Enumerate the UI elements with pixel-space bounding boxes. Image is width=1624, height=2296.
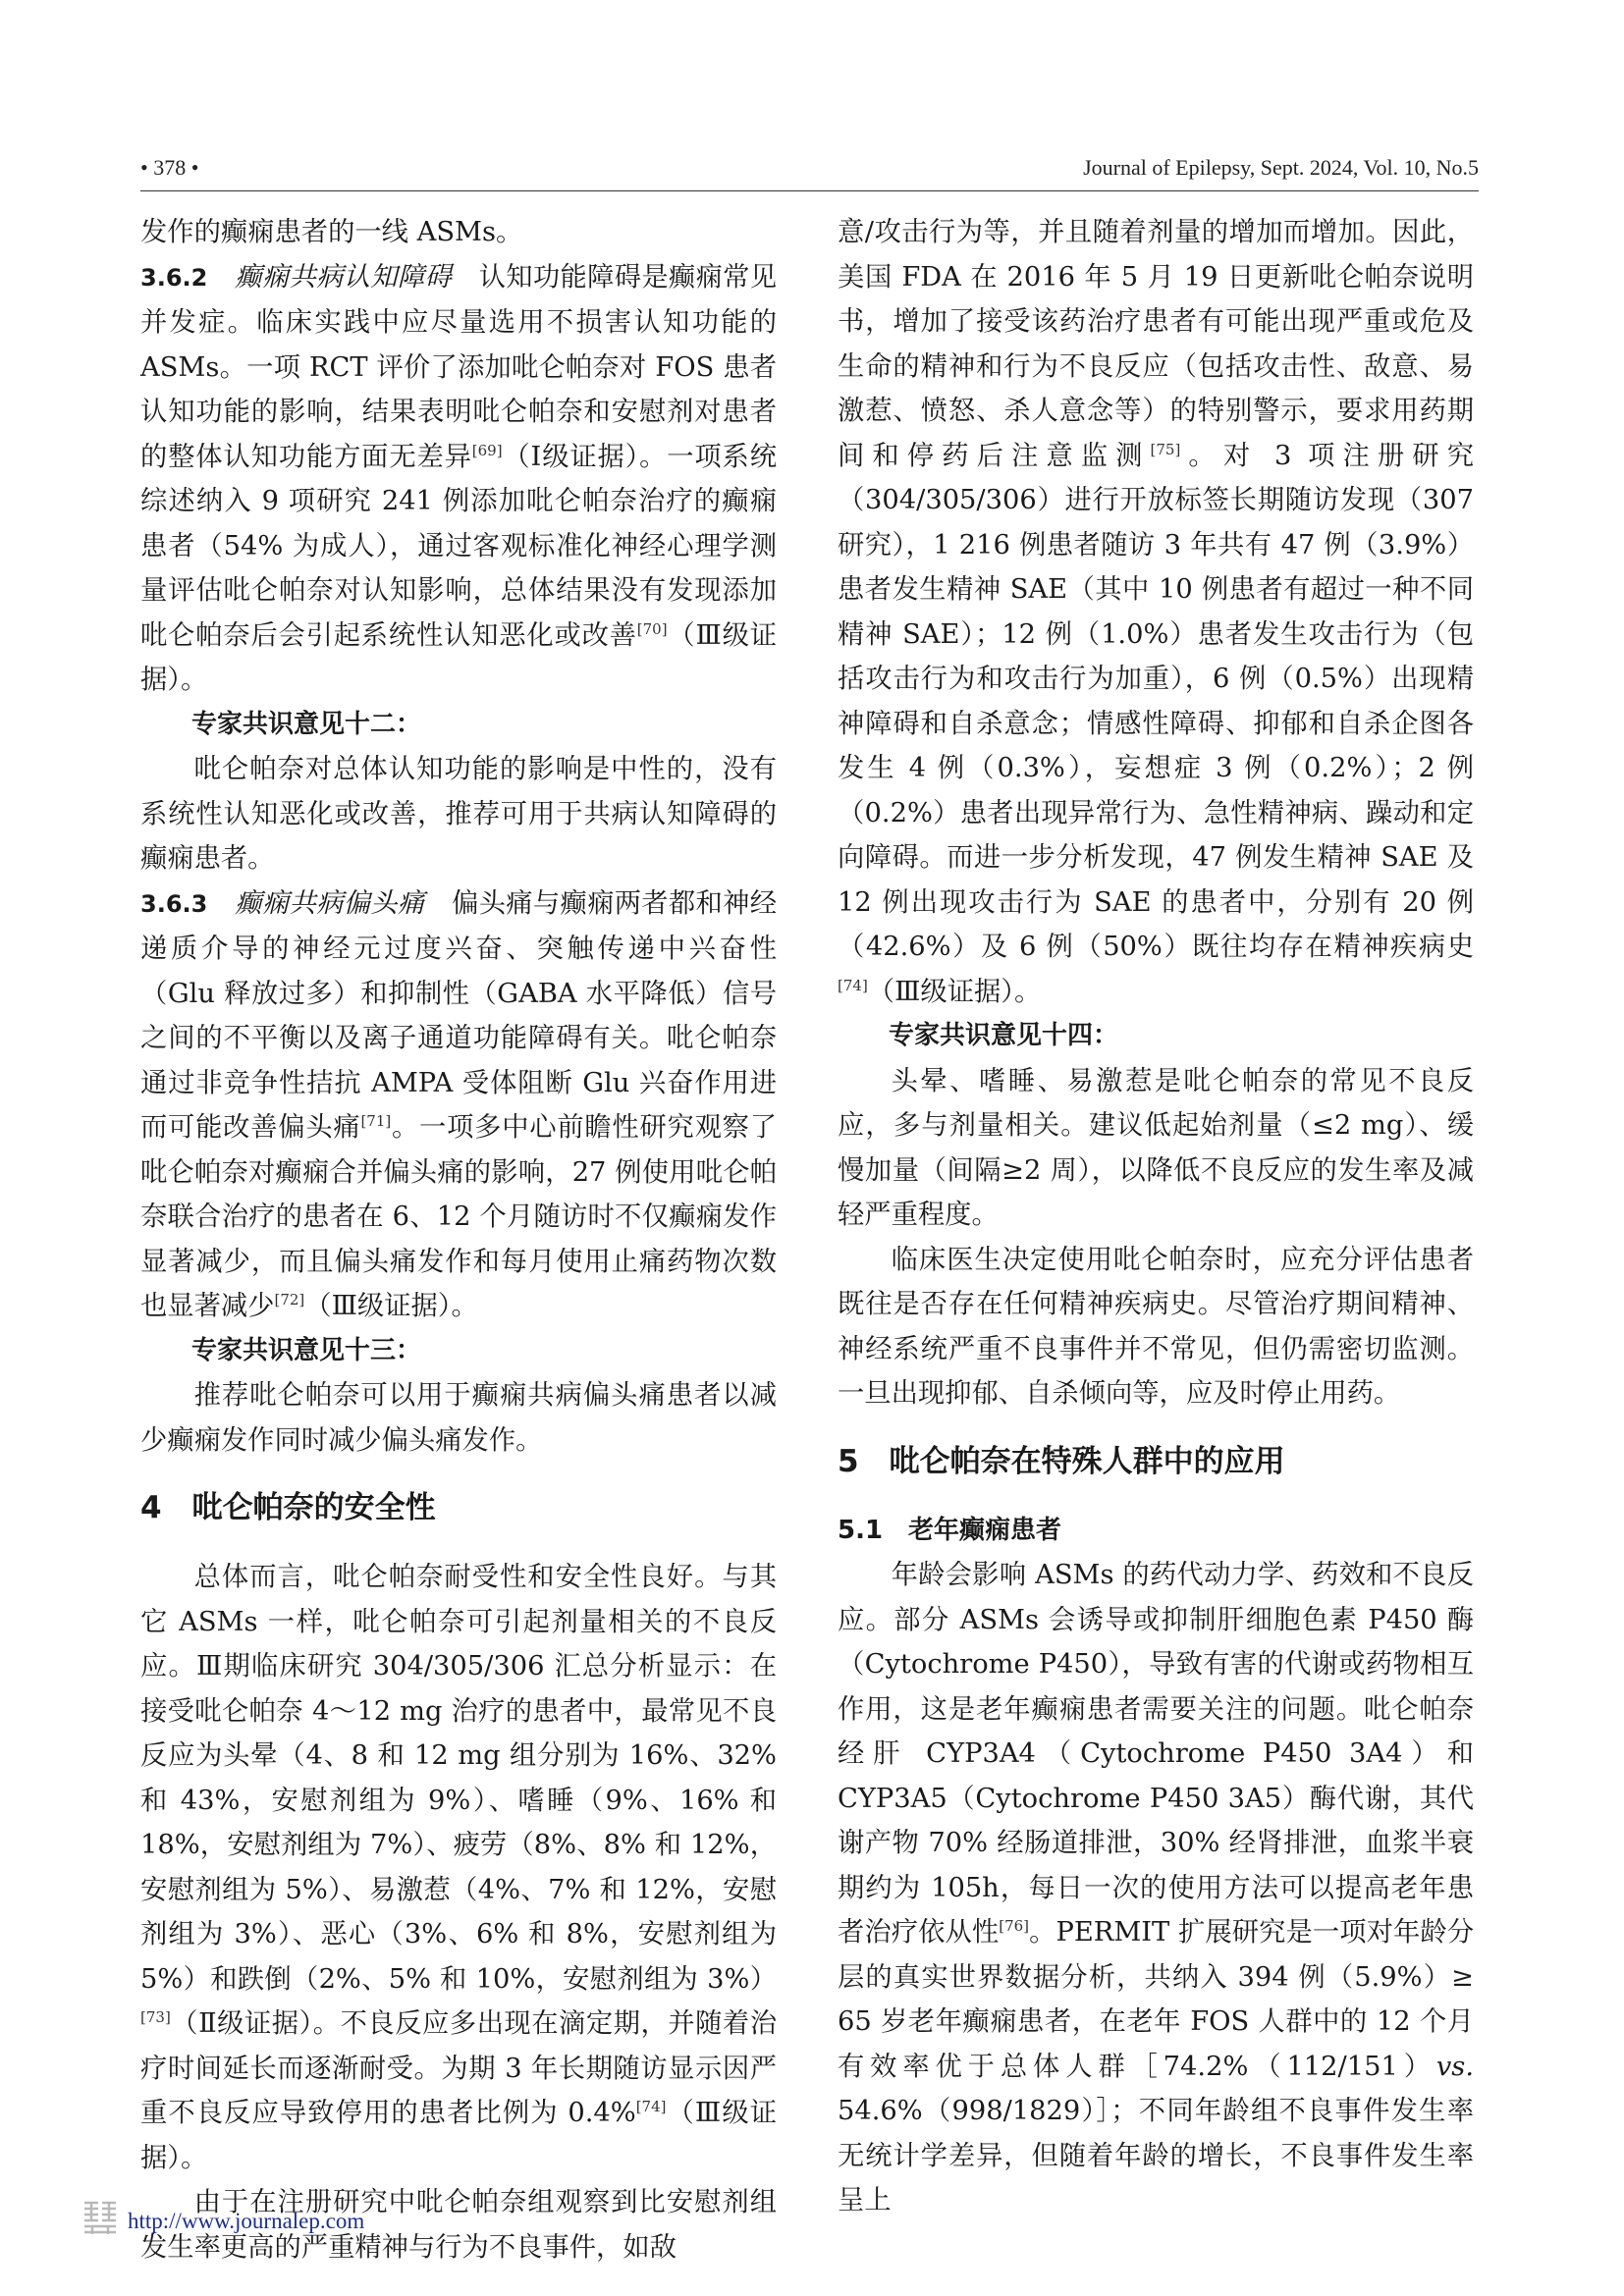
paragraph: 年龄会影响 ASMs 的药代动力学、药效和不良反应。部分 ASMs 会诱导或抑制肝细胞色素 P450 酶（Cytochrome P450），导致有害的代谢或药物相互作用，这是老年癫痫患者需要关注的问题。吡仑帕奈经肝 CYP3A4（Cytochrome P450 3A4）和 CYP3A5（Cytochrome P450 3A5）酶代谢，其代谢产物 70% 经肠道排泄，30% 经肾排泄，血浆半衰期约为 105h，每日一次的使用方法可以提高老年患者治疗依从性[76]。PERMIT 扩展研究是一项对年龄分层的真实世界数据分析，共纳入 394 例（5.9%）≥ 65 岁老年癫痫患者，在老年 FOS 人群中的 12 个月有效率优于总体人群［74.2%（112/151）vs. 54.6%（998/1829）］；不同年龄组不良事件发生率无统计学差异，但随着年龄的增长，不良事件发生率呈上 — [838, 1560, 1475, 2216]
vs-abbrev: vs. — [1435, 2051, 1474, 2082]
section-5-1-heading: 5.1 老年癫痫患者 — [838, 1515, 1062, 1545]
citation-ref: [73] — [140, 2007, 171, 2026]
citation-ref: [75] — [1150, 440, 1181, 458]
citation-ref: [70] — [636, 619, 668, 638]
expert-opinion-text: 头晕、嗜睡、易激惹是吡仑帕奈的常见不良反应，多与剂量相关。建议低起始剂量（≤2 mg）、缓慢加量（间隔≥2 周），以降低不良反应的发生率及减轻严重程度。 — [838, 1065, 1474, 1230]
section-title: 癫痫共病认知障碍 — [235, 261, 453, 293]
citation-ref: [69] — [471, 441, 503, 459]
expert-opinion-title: 专家共识意见十四： — [889, 1021, 1119, 1050]
section-4-heading: 4 吡仑帕奈的安全性 — [140, 1490, 436, 1525]
section-5-heading: 5 吡仑帕奈在特殊人群中的应用 — [838, 1443, 1285, 1479]
expert-opinion-text: 吡仑帕奈对总体认知功能的影响是中性的，没有系统性认知恶化或改善，推荐可用于共病认知障碍的癫痫患者。 — [140, 754, 777, 874]
section-3-6-2: 3.6.2 癫痫共病认知障碍 认知功能障碍是癫痫常见并发症。临床实践中应尽量选用不损害认知功能的 ASMs。一项 RCT 评价了添加吡仑帕奈对 FOS 患者认知功能的影响，结果表明吡仑帕奈和安慰剂对患者的整体认知功能方面无差异[69]（Ⅰ级证据）。一项系统综述纳入 9 项研究 241 例添加吡仑帕奈治疗的癫痫患者（54% 为成人），通过客观标准化神经心理学测量评估吡仑帕奈对认知影响，总体结果没有发现添加吡仑帕奈后会引起系统性认知恶化或改善[70]（Ⅲ级证据）。 — [140, 261, 778, 695]
section-number: 3.6.3 — [140, 889, 208, 918]
citation-ref: [76] — [999, 1916, 1030, 1935]
section-3-6-3: 3.6.3 癫痫共病偏头痛 偏头痛与癫痫两者都和神经递质介导的神经元过度兴奋、突触传递中兴奋性（Glu 释放过多）和抑制性（GABA 水平降低）信号之间的不平衡以及离子通道功能障碍有关。吡仑帕奈通过非竞争性拮抗 AMPA 受体阻断 Glu 兴奋作用进而可能改善偏头痛[71]。一项多中心前瞻性研究观察了吡仑帕奈对癫痫合并偏头痛的影响，27 例使用吡仑帕奈联合治疗的患者在 6、12 个月随访时不仅癫痫发作显著减少，而且偏头痛发作和每月使用止痛药物次数也显著减少[72]（Ⅲ级证据）。 — [140, 887, 778, 1321]
page-number: • 378 • — [140, 155, 199, 180]
page-header — [140, 155, 1479, 190]
right-column — [838, 210, 1474, 2223]
citation-ref: [72] — [274, 1290, 305, 1308]
journal-citation: Journal of Epilepsy, Sept. 2024, Vol. 10, No.5 — [1083, 155, 1479, 180]
paragraph: 总体而言，吡仑帕奈耐受性和安全性良好。与其它 ASMs 一样，吡仑帕奈可引起剂量相关的不良反应。Ⅲ期临床研究 304/305/306 汇总分析显示：在接受吡仑帕奈 4～12 mg 治疗的患者中，最常见不良反应为头晕（4、8 和 12 mg 组分别为 16%、32% 和 43%，安慰剂组为 9%）、嗜睡（9%、16% 和 18%，安慰剂组为 7%）、疲劳（8%、8% 和 12%，安慰剂组为 5%）、易激惹（4%、7% 和 12%，安慰剂组为 3%）、恶心（3%、6% 和 8%，安慰剂组为 5%）和跌倒（2%、5% 和 10%，安慰剂组为 3%）[73]（Ⅱ级证据）。不良反应多出现在滴定期，并随着治疗时间延长而逐渐耐受。为期 3 年长期随访显示因严重不良反应导致停用的患者比例为 0.4%[74]（Ⅲ级证据）。 — [140, 1562, 777, 2173]
section-title: 癫痫共病偏头痛 — [235, 887, 425, 919]
expert-opinion-title: 专家共识意见十二： — [191, 709, 422, 739]
section-number: 3.6.2 — [140, 263, 208, 292]
journal-logo-icon — [79, 2195, 122, 2238]
paragraph: 发作的癫痫患者的一线 ASMs。 — [140, 217, 523, 247]
citation-ref: [74] — [635, 2097, 667, 2115]
paragraph: 临床医生决定使用吡仑帕奈时，应充分评估患者既往是否存在任何精神疾病史。尽管治疗期间精神、神经系统严重不良事件并不常见，但仍需密切监测。一旦出现抑郁、自杀倾向等，应及时停止用药。 — [838, 1244, 1474, 1409]
expert-opinion-text: 推荐吡仑帕奈可以用于癫痫共病偏头痛患者以减少癫痫发作同时减少偏头痛发作。 — [140, 1380, 777, 1456]
citation-ref: [71] — [360, 1111, 392, 1130]
citation-ref: [74] — [838, 976, 868, 994]
journal-url-link[interactable]: http://www.journalep.com — [128, 2209, 365, 2233]
expert-opinion-title: 专家共识意见十三： — [191, 1335, 422, 1365]
paragraph: 由于在注册研究中吡仑帕奈组观察到比安慰剂组发生率更高的严重精神与行为不良事件，如敌 — [140, 2187, 777, 2263]
header-rule — [140, 190, 1479, 191]
left-column — [140, 210, 777, 2269]
paragraph: 意/攻击行为等，并且随着剂量的增加而增加。因此，美国 FDA 在 2016 年 5 月 19 日更新吡仑帕奈说明书，增加了接受该药治疗患者有可能出现严重或危及生命的精神和行为不良反应（包括攻击性、敌意、易激惹、愤怒、杀人意念等）的特别警示，要求用药期间和停药后注意监测[75]。对 3 项注册研究（304/305/306）进行开放标签长期随访发现（307 研究），1 216 例患者随访 3 年共有 47 例（3.9%）患者发生精神 SAE（其中 10 例患者有超过一种不同精神 SAE）；12 例（1.0%）患者发生攻击行为（包括攻击行为和攻击行为加重），6 例（0.5%）出现精神障碍和自杀意念；情感性障碍、抑郁和自杀企图各发生 4 例（0.3%），妄想症 3 例（0.2%）；2 例（0.2%）患者出现异常行为、急性精神病、躁动和定向障碍。而进一步分析发现，47 例发生精神 SAE 及 12 例出现攻击行为 SAE 的患者中，分别有 20 例（42.6%）及 6 例（50%）既往均存在精神疾病史[74]（Ⅲ级证据）。 — [838, 217, 1474, 1007]
